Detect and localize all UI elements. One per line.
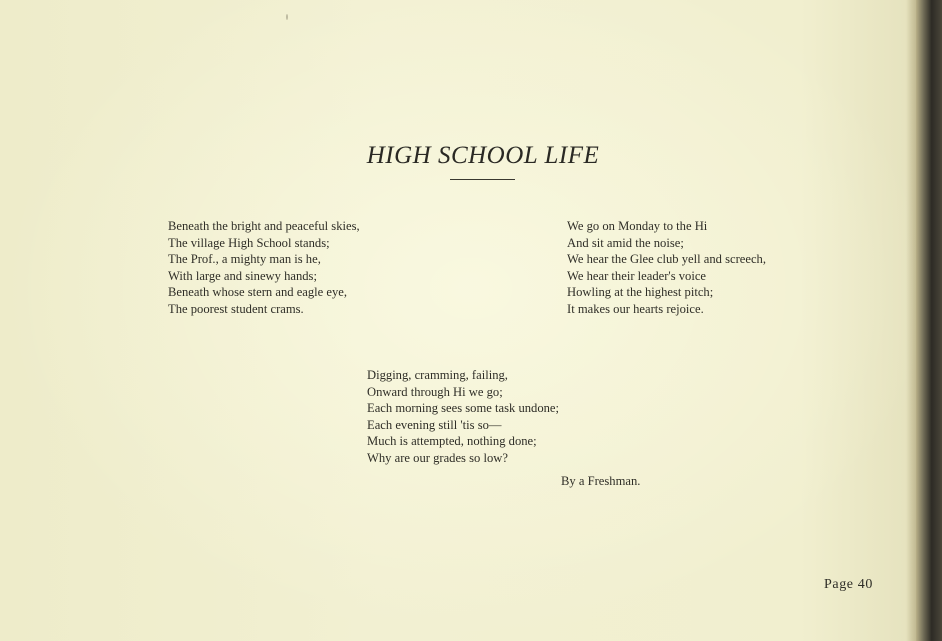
poem-line: Each morning sees some task undone; (367, 401, 560, 416)
paper-speck (286, 14, 288, 20)
poem-line: Beneath whose stern and eagle eye, (168, 285, 348, 300)
stanza-2 (567, 218, 766, 318)
stanza-1 (168, 218, 360, 318)
poem-line: Onward through Hi we go; (367, 384, 503, 399)
poem-line: We hear the Glee club yell and screech, (567, 252, 766, 267)
poem-line: The village High School stands; (168, 235, 330, 250)
poem-line: Beneath the bright and peaceful skies, (168, 219, 360, 233)
poem-line: With large and sinewy hands; (168, 268, 317, 283)
poem-byline: By a Freshman. (561, 474, 641, 488)
poem-line: The poorest student crams. (168, 301, 304, 316)
poem-line: Howling at the highest pitch; (567, 285, 714, 300)
poem-title: HIGH SCHOOL LIFE (366, 142, 600, 169)
poem-line: Much is attempted, nothing done; (367, 434, 537, 449)
poem-line: It makes our hearts rejoice. (567, 301, 704, 316)
poem-line: We go on Monday to the Hi (567, 219, 708, 233)
poem-line: Why are our grades so low? (367, 450, 508, 465)
poem-line: Each evening still 'tis so— (367, 417, 502, 432)
title-rule (450, 179, 515, 180)
stanza-3 (367, 367, 559, 467)
page-number: Page 40 (824, 577, 873, 592)
poem-line: Digging, cramming, failing, (367, 368, 508, 382)
poem-line: And sit amid the noise; (567, 235, 684, 250)
poem-line: We hear their leader's voice (567, 268, 707, 283)
page-gutter-shadow (906, 0, 916, 641)
poem-line: The Prof., a mighty man is he, (168, 252, 321, 267)
book-binding (916, 0, 942, 641)
